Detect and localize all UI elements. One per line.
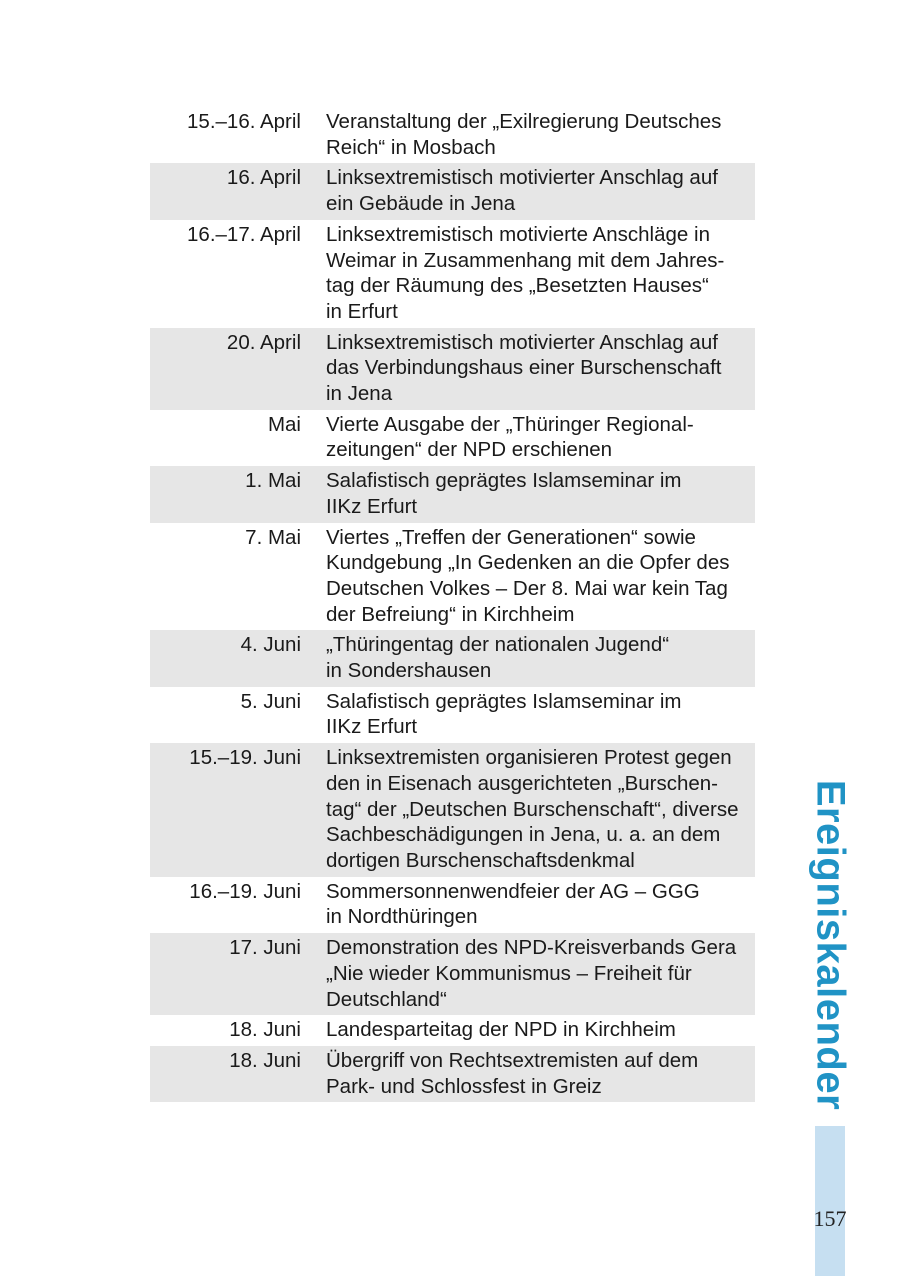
event-description-line: Park- und Schlossfest in Greiz bbox=[326, 1074, 602, 1098]
event-description-line: Deutschland“ bbox=[326, 987, 447, 1011]
event-description-line: „Nie wieder Kommunismus – Freiheit für bbox=[326, 961, 692, 985]
event-description bbox=[326, 1048, 746, 1099]
event-description bbox=[326, 1017, 746, 1043]
event-description bbox=[326, 689, 746, 740]
event-description-line: Vierte Ausgabe der „Thüringer Regional- bbox=[326, 412, 694, 436]
section-title-vertical: Ereigniskalender bbox=[808, 779, 853, 1111]
event-date: Mai bbox=[267, 412, 301, 436]
event-description-line: dortigen Burschenschaftsdenkmal bbox=[326, 848, 635, 872]
event-row bbox=[150, 410, 755, 466]
event-description-line: Deutschen Volkes – Der 8. Mai war kein Tag bbox=[326, 576, 728, 600]
event-date: 18. Juni bbox=[229, 1048, 301, 1072]
event-date: 20. April bbox=[226, 330, 301, 354]
event-description bbox=[326, 935, 746, 1012]
event-row bbox=[150, 107, 755, 163]
event-row bbox=[150, 933, 755, 1015]
event-description-line: Linksextremisten organisieren Protest gegen bbox=[326, 746, 732, 770]
event-date: 4. Juni bbox=[240, 633, 301, 657]
page-number: 157 bbox=[813, 1206, 847, 1231]
event-description-line: in Nordthüringen bbox=[326, 905, 478, 929]
event-date: 16. April bbox=[226, 166, 301, 190]
event-description-line: Sommersonnenwendfeier der AG – GGG bbox=[326, 879, 700, 903]
event-description bbox=[326, 745, 746, 874]
event-description bbox=[326, 222, 746, 325]
event-row bbox=[150, 877, 755, 933]
event-description-line: Weimar in Zusammenhang mit dem Jahres- bbox=[326, 248, 725, 272]
event-description-line: in Jena bbox=[326, 382, 393, 406]
event-description bbox=[326, 468, 746, 519]
event-description-line: tag“ der „Deutschen Burschenschaft“, diverse bbox=[326, 797, 739, 821]
event-description-line: Kundgebung „In Gedenken an die Opfer des bbox=[326, 551, 730, 575]
event-description-line: Linksextremistisch motivierter Anschlag auf bbox=[326, 330, 718, 354]
event-description bbox=[326, 632, 746, 683]
event-date: 17. Juni bbox=[229, 936, 301, 960]
event-row bbox=[150, 630, 755, 686]
event-row bbox=[150, 523, 755, 631]
event-description-line: den in Eisenach ausgerichteten „Burschen- bbox=[326, 771, 719, 795]
event-description-line: IIKz Erfurt bbox=[326, 715, 418, 739]
event-description-line: „Thüringentag der nationalen Jugend“ bbox=[326, 633, 670, 657]
event-date: 16.–19. Juni bbox=[189, 879, 301, 903]
thumb-index-tab bbox=[815, 1126, 845, 1276]
event-description bbox=[326, 330, 746, 407]
event-description-line: Linksextremistisch motivierter Anschlag auf bbox=[326, 166, 718, 190]
event-row bbox=[150, 220, 755, 328]
event-date: 18. Juni bbox=[229, 1018, 301, 1042]
event-date: 15.–16. April bbox=[187, 110, 301, 133]
event-description bbox=[326, 412, 746, 463]
event-row bbox=[150, 1015, 755, 1046]
event-description-line: Viertes „Treffen der Generationen“ sowie bbox=[326, 525, 696, 549]
event-description-line: das Verbindungshaus einer Burschenschaft bbox=[326, 356, 722, 380]
event-description-line: Übergriff von Rechtsextremisten auf dem bbox=[326, 1048, 699, 1072]
event-description bbox=[326, 109, 746, 160]
event-calendar-table bbox=[150, 107, 755, 1102]
event-description-line: Linksextremistisch motivierte Anschläge in bbox=[326, 222, 710, 246]
event-description-line: Salafistisch geprägtes Islamseminar im bbox=[326, 469, 682, 493]
event-description-line: tag der Räumung des „Besetzten Hauses“ bbox=[326, 274, 709, 298]
event-description-line: IIKz Erfurt bbox=[326, 494, 418, 518]
event-description-line: ein Gebäude in Jena bbox=[326, 192, 516, 216]
event-description bbox=[326, 165, 746, 216]
event-date: 15.–19. Juni bbox=[189, 746, 301, 770]
event-description-line: Sachbeschädigungen in Jena, u. a. an dem bbox=[326, 823, 721, 847]
event-row bbox=[150, 1046, 755, 1102]
event-row bbox=[150, 466, 755, 522]
event-description-line: Veranstaltung der „Exilregierung Deutsches bbox=[326, 110, 722, 133]
event-date: 5. Juni bbox=[240, 689, 301, 713]
event-row bbox=[150, 163, 755, 219]
event-description bbox=[326, 879, 746, 930]
event-description-line: Salafistisch geprägtes Islamseminar im bbox=[326, 689, 682, 713]
event-date: 7. Mai bbox=[245, 525, 301, 549]
event-date: 16.–17. April bbox=[187, 222, 301, 246]
event-description-line: in Sondershausen bbox=[326, 659, 492, 683]
event-row bbox=[150, 328, 755, 410]
event-row bbox=[150, 687, 755, 743]
event-description-line: in Erfurt bbox=[326, 299, 398, 323]
event-description bbox=[326, 525, 746, 628]
event-description-line: Reich“ in Mosbach bbox=[326, 135, 496, 159]
event-description-line: Landesparteitag der NPD in Kirchheim bbox=[326, 1018, 676, 1042]
event-date: 1. Mai bbox=[245, 469, 301, 493]
event-row bbox=[150, 743, 755, 877]
event-description-line: Demonstration des NPD-Kreisverbands Gera bbox=[326, 936, 737, 960]
event-description-line: der Befreiung“ in Kirchheim bbox=[326, 602, 575, 626]
event-description-line: zeitungen“ der NPD erschienen bbox=[326, 438, 613, 462]
